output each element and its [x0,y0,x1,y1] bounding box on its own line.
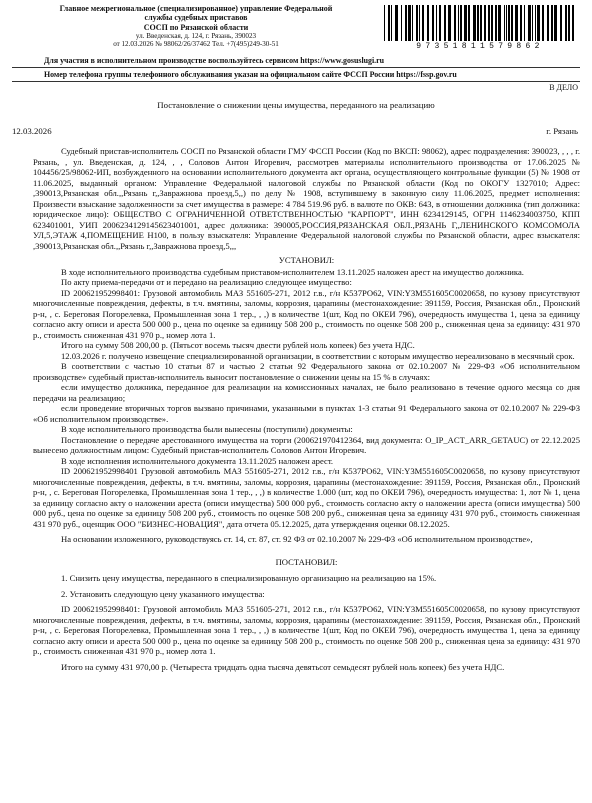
barcode-bar [405,5,407,41]
spacer [33,545,580,553]
property-item: ID 200621952998401 Грузовой автомобиль МАЗ 551605-271, 2012 г.в., г/н К537РО62, VIN:Y3M551605C0020658, по кузову присутствуют многочисленные повреждения, дефекты, в т.ч. вмятины, заломы, коррозия, царапины (местонахождение: 391159, Россия, Рязанская обл., Пронский р-н, , с. Береговая Погорелевка, Промышленная зона 1 тер., , ,) в количестве 1.000 (шт, код по ОКЕИ 796), очередность имущества: 1, лот № 1, цена за единицу согласно акту о наложении ареста (описи имущества) 500 000 руб., стоимость согласно акту о наложении ареста (описи имущества) 500 000 руб., цена по оценке за единицу 508 200 руб., стоимость по оценке 508 200 руб., сниженная цена за единицу 431 970 руб., стоимость сниженная 431 970 руб., оценщик ООО "БИЗНЕС-НОВАЦИЯ", дата отчета 05.12.2025, дата утверждения оценки 08.12.2025. [33,466,580,529]
barcode [382,5,578,53]
barcode-bar [565,5,567,41]
barcode-bar [432,5,434,41]
paragraph: В ходе исполнительного производства судебным приставом-исполнителем 13.11.2025 наложен арест на имущество должника. [61,266,524,277]
barcode-bar [495,5,497,41]
property-item: ID 200621952998401: Грузовой автомобиль МАЗ 551605-271, 2012 г.в., г/н К537РО62, VIN:Y3M551605C0020658, по кузову присутствуют многочисленные повреждения, дефекты, в т.ч. вмятины, заломы, коррозия, царапины (местонахождение: 391159, Россия, Рязанская обл., Пронский р-н, , с. Береговая Погорелевка, Промышленная зона 1 тер., , ,) в количестве 1(шт, Код по ОКЕИ 796), очередность имущества 1, цена за единицу согласно акту описи и ареста 500 000 р., цена по оценке за единицу 508 200 р., стоимость по оценке 508 200 р., сниженная цена за единицу: 431 970 р., стоимость сниженная 431 970 р., номер лота 1. [33,287,580,340]
barcode-bar [508,5,510,41]
barcode-number: 97351811579862 [416,42,544,51]
barcode-bar [419,5,420,41]
paragraph: если имущество должника, переданное для реализации на комиссионных началах, не было реализовано в течение одного месяца со дня передачи на реализацию; [33,382,580,403]
org-name-line1: Главное межрегиональное (специализированное) управление Федеральной [59,4,333,13]
phone-notice: Номер телефона группы телефонного обслуживания указан на официальном сайте ФССП России https://fssp.gov.ru [44,70,457,79]
barcode-bar [473,5,476,41]
paragraph: если проведение вторичных торгов вызвано причинами, указанными в пунктах 1-3 статьи 91 Федерального закона от 02.10.2007 № 229-ФЗ «Об исполнительном производстве». [33,403,580,424]
paragraph: В соответствии с частью 10 статьи 87 и частью 2 статьи 92 Федерального закона от 02.10.2007 № 229-ФЗ «Об исполнительном производстве» судебный пристав-исполнитель выносит постановление о снижении цены на 15 % в случаях: [33,361,580,382]
barcode-bar [448,5,451,41]
barcode-bar [454,5,456,41]
barcode-graphic [382,5,578,41]
barcode-bar [395,5,398,41]
barcode-bar [488,5,490,41]
barcode-bar [568,5,570,41]
barcode-bar [427,5,429,41]
paragraph: На основании изложенного, руководствуясь ст. 14, ст. 87, ст. 92 ФЗ от 02.10.2007 № 229-ФЗ «Об исполнительном производстве», [61,534,533,544]
barcode-bar [551,5,553,41]
barcode-bar [477,5,479,41]
postanovil-heading: ПОСТАНОВИЛ: [275,556,338,567]
barcode-bar [391,5,392,41]
issuer-header [12,4,380,49]
paragraph: Итого на сумму 508 200,00 р. (Пятьсот восемь тысяч двести рублей ноль копеек) без учета НДС. [61,340,415,350]
resolution-item: 2. Установить следующую цену указанного имущества: [61,588,265,599]
paragraph: В ходе исполнения исполнительного документа 13.11.2025 наложен арест. [61,455,334,466]
property-item: ID 200621952998401: Грузовой автомобиль МАЗ 551605-271, 2012 г.в., г/н К537РО62, VIN:Y3M551605C0020658, по кузову присутствуют многочисленные повреждения, дефекты, в т.ч. вмятины, заломы, коррозия, царапины (местонахождение: 391159, Россия, Рязанская обл., Пронский р-н, , с. Береговая Погорелевка, Промышленная зона 1 тер., , ,) в количестве 1(шт, Код по ОКЕИ 796), очередность имущества 1, цена за единицу согласно акту описи и ареста 500 000 р., цена по оценке за единицу 508 200 р., стоимость по оценке 508 200 р., сниженная цена за единицу: 431 970 р., стоимость сниженная 431 970 р., номер лота 1. [33,604,580,656]
barcode-bar [532,5,533,41]
divider [12,81,580,82]
barcode-bar [524,5,525,41]
paragraph: По акту приема-передачи от и передано на реализацию следующее имущество: [61,277,352,287]
barcode-bar [401,5,402,41]
intro-paragraph: Судебный пристав-исполнитель СОСП по Рязанской области ГМУ ФССП России (Код по ВКСП: 98062), адрес подразделения: 390023, , , , г. Рязань, , ул. Введенская, д. 124, , , Соловов Антон Игоревич, рассмотрев материалы исполнительного производства от 17.06.2025 № 104456/25/98062-ИП, возбужденного на основании исполнительного документа акт органа, осуществляющего контрольные функции (5) № 1908 от 11.06.2025, выданный органом: Управление Федеральной налоговой службы по Рязанской области (Код по ОКОГУ 1327010; Адрес: ,390013,Рязанская обл.,,Рязань г,,Завражнова проезд,5,,) по делу № 1908, вступившему в законную силу 11.06.2025, предмет исполнения: Произвести взыскание задолженности за счет имущества в размере: 4 784 519.96 руб. в валюте по ОКВ: 643, в отношении должника (тип должника: юридическое лицо): ОБЩЕСТВО С ОГРАНИЧЕННОЙ ОТВЕТСТВЕННОСТЬЮ "КАРПОРТ", ИНН 6234129145, ОГРН 1146234003750, КПП 623401001, УИП 2006234129145623401001, адрес должника: 390005,РОССИЯ,РЯЗАНСКАЯ ОБЛ.,РЯЗАНЬ Г,,ЛЕНИНСКОГО КОМСОМОЛА УЛ,5,ЭТАЖ 4,ПОМЕЩЕНИЕ Н100, в пользу взыскателя: Управление Федеральной налоговой службы по Рязанской области, адрес взыскателя: ,390013,Рязанская обл.,,Рязань г,,Завражнова проезд,5,,, [33,146,580,251]
barcode-bar [460,5,462,41]
barcode-bar [528,5,531,41]
org-name-line3: СОСП по Рязанской области [143,22,249,32]
barcode-bar [554,5,557,41]
doc-reference: от 12.03.2026 № 98062/26/37462 Тел. +7(495)249-30-51 [113,40,279,49]
ustanovil-heading: УСТАНОВИЛ: [278,255,335,265]
barcode-bar [388,5,390,41]
org-address: ул. Введенская, д. 124, г. Рязань, 390023 [135,32,257,41]
barcode-bar [560,5,562,41]
divider [12,67,580,68]
barcode-bar [458,5,459,41]
barcode-bar [498,5,501,41]
vdelo-mark: В ДЕЛО [549,83,578,92]
barcode-bar [572,5,574,41]
paragraph: В ходе исполнительного производства были вынесены (поступили) документы: [61,424,353,434]
paragraph: Постановление о передаче арестованного имущества на торги (200621970412364, вид документа: O_IP_ACT_ARR_GETAUC) от 22.12.2025 вынесено должностным лицом: Судебный пристав-исполнитель Соловов Антон Игоревич. [33,434,580,455]
paragraph: 12.03.2026 г. получено извещение специализированной организации, в соответствии с которым имущество нереализовано в месячный срок. [61,350,575,361]
org-name-line2: службы судебных приставов [144,13,248,23]
document-date: 12.03.2026 [12,126,52,136]
barcode-bar [422,5,424,41]
barcode-bar [468,5,470,41]
barcode-bar [408,5,411,41]
document-title: Постановление о снижении цены имущества, переданного на реализацию [157,100,435,110]
barcode-bar [439,5,441,41]
paragraph: Итого на сумму 431 970,00 р. (Четыреста тридцать одна тысяча девятьсот семьдесят рублей ноль копеек) без учета НДС. [61,661,505,672]
barcode-bar [484,5,486,41]
barcode-bar [412,5,413,41]
barcode-bar [520,5,522,41]
barcode-bar [542,5,544,41]
barcode-bar [535,5,536,41]
document-body [33,146,580,672]
document-city: г. Рязань [546,126,578,136]
barcode-bar [491,5,493,41]
barcode-bar [436,5,437,41]
barcode-bar [511,5,513,41]
barcode-bar [464,5,467,41]
barcode-bar [547,5,549,41]
barcode-bar [504,5,505,41]
barcode-bar [384,5,385,41]
barcode-bar [480,5,482,41]
barcode-bar [506,5,507,41]
barcode-bar [444,5,446,41]
resolution-item: 1. Снизить цену имущества, переданного в специализированную организацию на реализацию на 15%. [61,573,437,583]
barcode-bar [416,5,418,41]
barcode-bar [515,5,518,41]
barcode-bar [537,5,540,41]
gosuslugi-notice: Для участия в исполнительном производстве воспользуйтесь сервисом https://www.gosuslugi.ru [44,56,385,65]
